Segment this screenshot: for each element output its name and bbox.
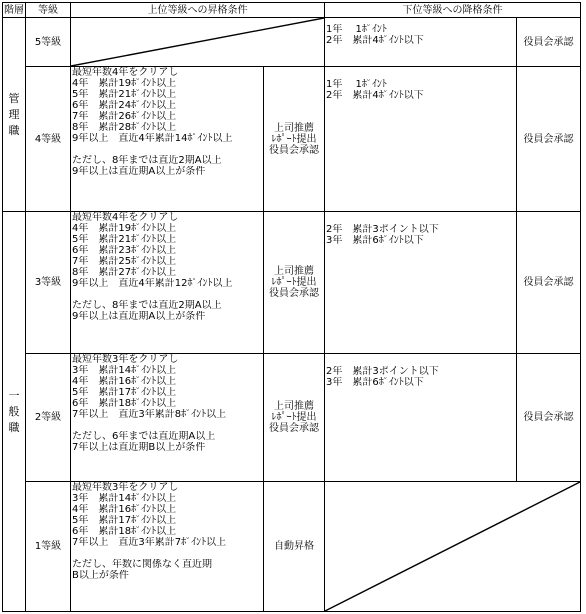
promotion-conditions-cell [71, 482, 264, 612]
condition-line: 7年以上 直近3年累計7ﾎﾟｲﾝﾄ以上 [72, 537, 227, 548]
requirement-line: 役員会承認 [269, 423, 319, 434]
grade-label: 4等級 [26, 67, 71, 212]
condition-line: 4年 累計16ﾎﾟｲﾝﾄ以上 [72, 504, 177, 515]
requirement-line: 上司推薦 [274, 122, 314, 134]
demotion-cell [325, 67, 517, 212]
demotion-requirement: 役員会承認 [517, 354, 581, 482]
grade-criteria-table [2, 2, 581, 612]
condition-line: 5年 累計17ﾎﾟｲﾝﾄ以上 [72, 387, 177, 398]
demotion-line: 1年 1ﾎﾟｲﾝﾄ [326, 24, 387, 35]
grade-row-4 [3, 67, 581, 212]
condition-line: 最短年数3年をクリアし [72, 482, 179, 493]
demotion-cell [325, 354, 517, 482]
grade-label: 5等級 [26, 18, 71, 67]
condition-line: 8年 累計27ﾎﾟｲﾝﾄ以上 [72, 267, 177, 278]
header-row [3, 3, 581, 18]
requirement-line: 上司推薦 [274, 266, 314, 277]
condition-line [71, 144, 263, 155]
condition-line: 7年 累計25ﾎﾟｲﾝﾄ以上 [72, 256, 177, 267]
grade-label: 1等級 [26, 482, 71, 612]
condition-line: 4年 累計16ﾎﾟｲﾝﾄ以上 [72, 376, 177, 387]
layer-general-cell [3, 212, 26, 612]
demotion-line: 2年 累計4ﾎﾟｲﾝﾄ以下 [326, 90, 424, 101]
condition-line: 7年以上は直近期B以上が条件 [72, 442, 206, 453]
grade-row-5 [3, 18, 581, 67]
header-demotion: 下位等級への降格条件 [325, 3, 581, 18]
header-promotion: 上位等級への昇格条件 [71, 3, 325, 18]
condition-line: 6年 累計23ﾎﾟｲﾝﾄ以上 [72, 245, 177, 256]
demotion-line: 3年 累計6ﾎﾟｲﾝﾄ以下 [326, 235, 424, 246]
requirement-line: 役員会承認 [269, 144, 319, 156]
demotion-line: 1年 1ﾎﾟｲﾝﾄ [326, 79, 387, 90]
requirement-line: 役員会承認 [269, 288, 319, 299]
grade-label: 3等級 [26, 212, 71, 354]
condition-line: 9年以上は直近期A以上が条件 [72, 166, 206, 177]
demotion-requirement: 役員会承認 [517, 18, 581, 67]
grade-row-1 [3, 482, 581, 612]
demotion-line: 2年 累計4ﾎﾟｲﾝﾄ以下 [326, 35, 424, 46]
condition-line: 8年 累計28ﾎﾟｲﾝﾄ以上 [72, 122, 177, 133]
grade-label: 2等級 [26, 354, 71, 482]
condition-line: 最短年数3年をクリアし [72, 354, 179, 365]
demotion-line: 2年 累計3ポイント以下 [326, 366, 439, 377]
requirement-line: ﾚﾎﾟｰﾄ提出 [271, 412, 317, 423]
condition-line: 9年以上 直近4年累計12ﾎﾟｲﾝﾄ以上 [72, 278, 233, 289]
grade-row-2 [3, 354, 581, 482]
demotion-not-applicable-cell [325, 482, 581, 612]
condition-line: ただし、6年までは直近期A以上 [72, 431, 216, 442]
condition-line: ただし、8年までは直近2期A以上 [72, 155, 222, 166]
condition-line: 7年以上 直近3年累計8ﾎﾟｲﾝﾄ以上 [72, 409, 227, 420]
demotion-line: 3年 累計6ﾎﾟｲﾝﾄ以下 [326, 377, 424, 388]
promotion-requirement-cell [264, 482, 325, 612]
demotion-cell [325, 212, 517, 354]
condition-line: 9年以上 直近4年累計14ﾎﾟｲﾝﾄ以上 [72, 133, 233, 144]
condition-line: 最短年数4年をクリアし [72, 67, 179, 78]
condition-line: 6年 累計18ﾎﾟｲﾝﾄ以上 [72, 398, 177, 409]
header-layer: 階層 [4, 4, 24, 16]
promotion-requirement-cell [264, 212, 325, 354]
condition-line: B以上が条件 [72, 570, 129, 581]
condition-line: 最短年数4年をクリアし [72, 212, 179, 223]
condition-line: ただし、8年までは直近2期A以上 [72, 300, 222, 311]
condition-line: 5年 累計21ﾎﾟｲﾝﾄ以上 [72, 234, 177, 245]
requirement-line: ﾚﾎﾟｰﾄ提出 [271, 277, 317, 288]
layer-management-cell [3, 18, 26, 212]
diagonal-line [71, 18, 324, 66]
condition-line: 7年 累計26ﾎﾟｲﾝﾄ以上 [72, 111, 177, 122]
demotion-requirement: 役員会承認 [517, 212, 581, 354]
demotion-line: 2年 累計3ポイント以下 [326, 224, 439, 235]
requirement-line: 上司推薦 [274, 401, 314, 412]
diagonal-line [325, 482, 580, 611]
condition-line: 9年以上は直近期A以上が条件 [72, 311, 206, 322]
header-grade: 等級 [26, 3, 71, 18]
condition-line: 6年 累計24ﾎﾟｲﾝﾄ以上 [72, 100, 177, 111]
demotion-cell [325, 18, 517, 67]
demotion-requirement: 役員会承認 [517, 67, 581, 212]
promotion-not-applicable-cell [71, 18, 325, 67]
grade-row-3 [3, 212, 581, 354]
condition-line [71, 289, 263, 300]
promotion-requirement-cell [264, 67, 325, 212]
requirement-line: 自動昇格 [274, 541, 314, 552]
promotion-requirement-cell [264, 354, 325, 482]
condition-line: 5年 累計17ﾎﾟｲﾝﾄ以上 [72, 515, 177, 526]
grade-criteria-sheet [2, 2, 580, 612]
condition-line: 4年 累計19ﾎﾟｲﾝﾄ以上 [72, 223, 177, 234]
condition-line: 3年 累計14ﾎﾟｲﾝﾄ以上 [72, 365, 177, 376]
promotion-conditions-cell [71, 354, 264, 482]
condition-line: 3年 累計14ﾎﾟｲﾝﾄ以上 [72, 493, 177, 504]
layer-general-label: 一般職 [8, 388, 20, 434]
condition-line: 4年 累計19ﾎﾟｲﾝﾄ以上 [72, 78, 177, 89]
condition-line: ただし、年数に関係なく直近期 [72, 559, 212, 570]
condition-line [71, 548, 263, 559]
promotion-conditions-cell [71, 67, 264, 212]
promotion-conditions-cell [71, 212, 264, 354]
condition-line: 5年 累計21ﾎﾟｲﾝﾄ以上 [72, 89, 177, 100]
condition-line [71, 420, 263, 431]
layer-management-label: 管理職 [8, 91, 20, 137]
condition-line: 6年 累計18ﾎﾟｲﾝﾄ以上 [72, 526, 177, 537]
requirement-line: ﾚﾎﾟｰﾄ提出 [271, 133, 317, 145]
